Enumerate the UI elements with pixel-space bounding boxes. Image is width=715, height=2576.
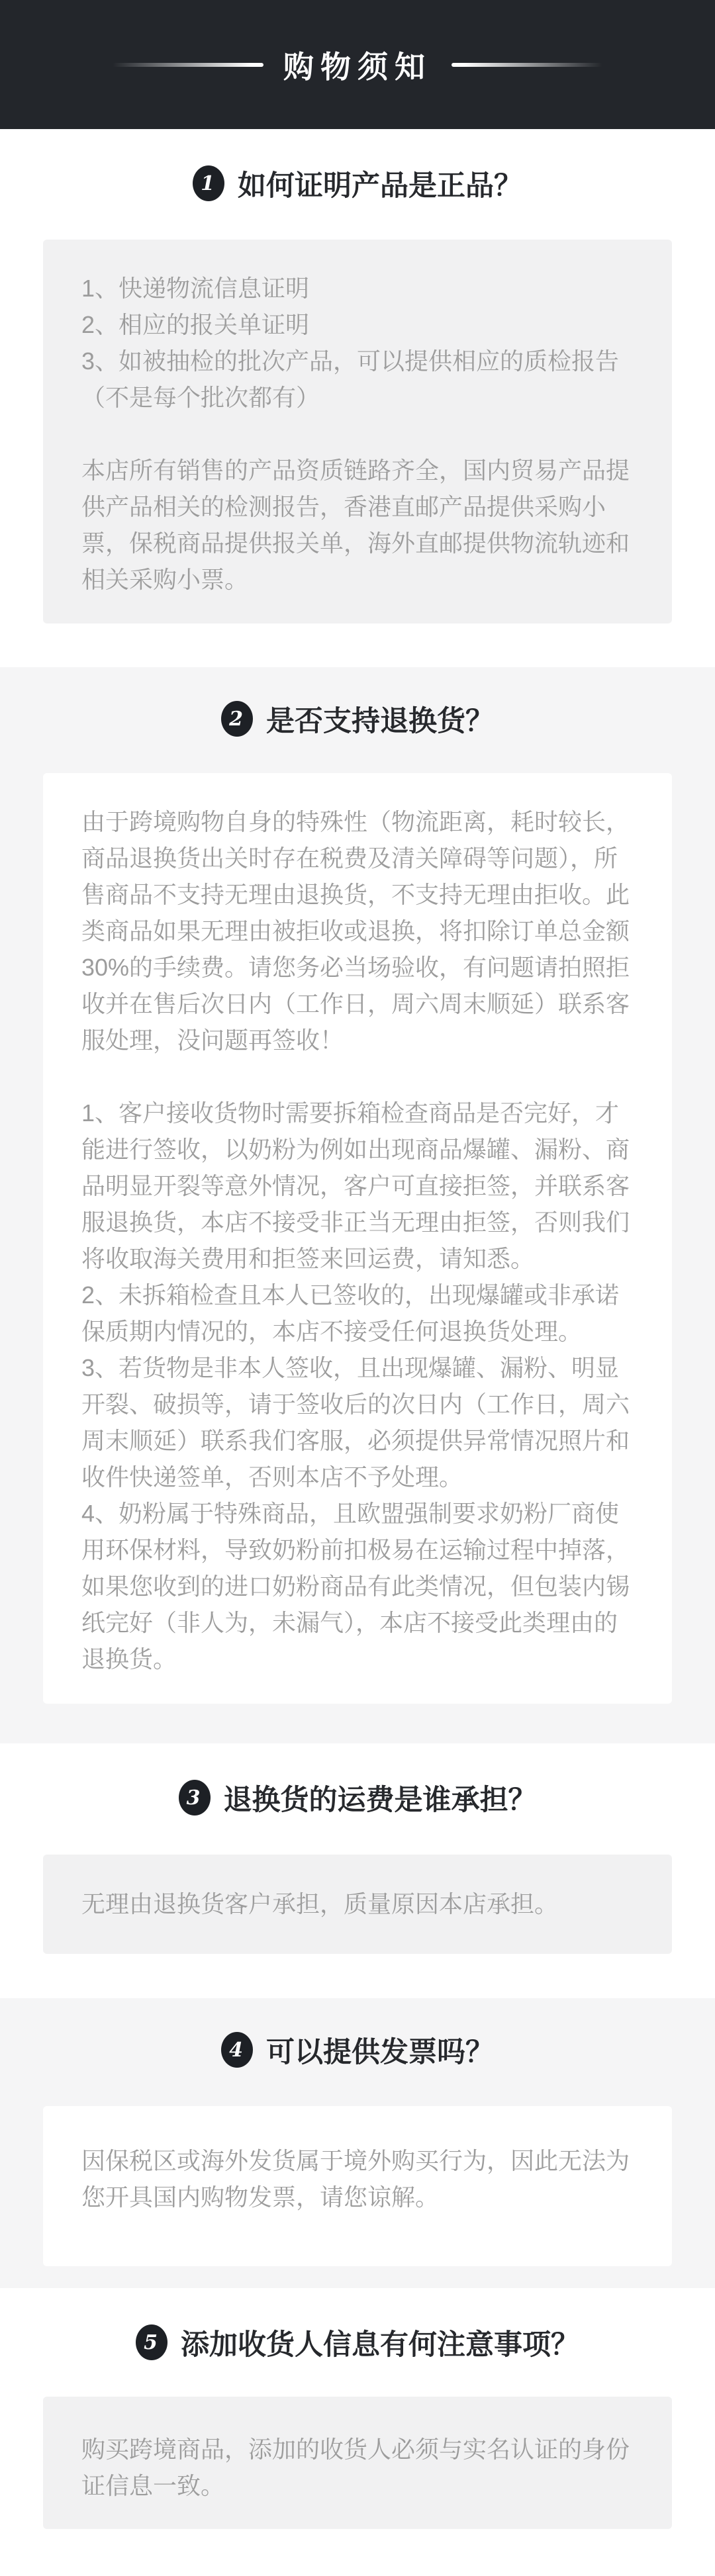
section-1-content-box (43, 240, 672, 623)
header-decor-line-right (452, 63, 602, 67)
section-1-number-badge: 1 (193, 165, 224, 201)
section-1-paragraph-2: 2、相应的报关单证明 (81, 311, 310, 338)
section-1-paragraph-1: 1、快递物流信息证明 (81, 275, 310, 302)
section-4-title: 可以提供发票吗？ (266, 2036, 494, 2068)
section-2-paragraph-1: 由于跨境购物自身的特殊性（物流距离，耗时较长，商品退换货出关时存在税费及清关障碍等问题），所售商品不支持无理由退换货，不支持无理由拒收。此类商品如果无理由被拒收或退换，将扣除订单总金额30%的手续费。请您务必当场验收，有问题请拍照拒收并在售后次日内（工作日，周六周末顺延）联系客服处理，没问题再签收！ (81, 808, 630, 1054)
section-5-title-row (0, 2323, 715, 2362)
section-2-paragraph-3: 2、未拆箱检查且本人已签收的，出现爆罐或非承诺保质期内情况的，本店不接受任何退换货处理。 (81, 1281, 620, 1345)
section-4-band (0, 1998, 715, 2288)
section-4-content-box (43, 2106, 672, 2266)
section-3-number-badge: 3 (179, 1780, 211, 1816)
section-1-paragraph-3: 3、如被抽检的批次产品，可以提供相应的质检报告（不是每个批次都有） (81, 347, 620, 411)
section-2-number-badge: 2 (221, 701, 253, 737)
section-3-title: 退换货的运费是谁承担？ (223, 1784, 537, 1816)
section-5-paragraph-1: 购买跨境商品，添加的收货人必须与实名认证的身份证信息一致。 (81, 2436, 630, 2499)
section-2-paragraph-4: 3、若货物是非本人签收，且出现爆罐、漏粉、明显开裂、破损等，请于签收后的次日内（工作日，周六周末顺延）联系我们客服，必须提供异常情况照片和收件快递签单，否则本店不予处理。 (81, 1354, 630, 1491)
section-5-title: 添加收货人信息有何注意事项？ (181, 2328, 579, 2361)
section-1-paragraph-4: 本店所有销售的产品资质链路齐全，国内贸易产品提供产品相关的检测报告，香港直邮产品提供采购小票，保税商品提供报关单，海外直邮提供物流轨迹和相关采购小票。 (81, 457, 630, 593)
section-5-number-badge: 5 (136, 2324, 167, 2360)
section-4-number-badge: 4 (221, 2032, 253, 2068)
section-3-paragraph-1: 无理由退换货客户承担，质量原因本店承担。 (81, 1890, 559, 1917)
section-2-paragraph-5: 4、奶粉属于特殊商品，且欧盟强制要求奶粉厂商使用环保材料，导致奶粉前扣极易在运输过程中掉落，如果您收到的进口奶粉商品有此类情况，但包装内锡纸完好（非人为，未漏气），本店不接受此类理由的退换货。 (81, 1500, 630, 1673)
section-2-title: 是否支持退换货？ (266, 705, 494, 737)
section-2-paragraph-2: 1、客户接收货物时需要拆箱检查商品是否完好，才能进行签收，以奶粉为例如出现商品爆罐、漏粉、商品明显开裂等意外情况，客户可直接拒签，并联系客服退换货，本店不接受非正当无理由拒签，否则我们将收取海关费用和拒签来回运费，请知悉。 (81, 1099, 630, 1272)
header-decor-line-left (113, 63, 263, 67)
header-bar (0, 0, 715, 129)
section-1-title-row (0, 163, 715, 203)
section-3-content-box (43, 1855, 672, 1954)
section-2-band (0, 667, 715, 1743)
section-3-title-row (0, 1778, 715, 1817)
section-1-title: 如何证明产品是正品？ (238, 169, 522, 202)
section-2-title-row (0, 699, 715, 739)
section-5-content-box (43, 2397, 672, 2529)
section-2-content-box (43, 773, 672, 1704)
section-4-paragraph-1: 因保税区或海外发货属于境外购买行为，因此无法为您开具国内购物发票，请您谅解。 (81, 2147, 630, 2211)
section-4-title-row (0, 2030, 715, 2070)
page-title: 购物须知 (283, 49, 432, 84)
